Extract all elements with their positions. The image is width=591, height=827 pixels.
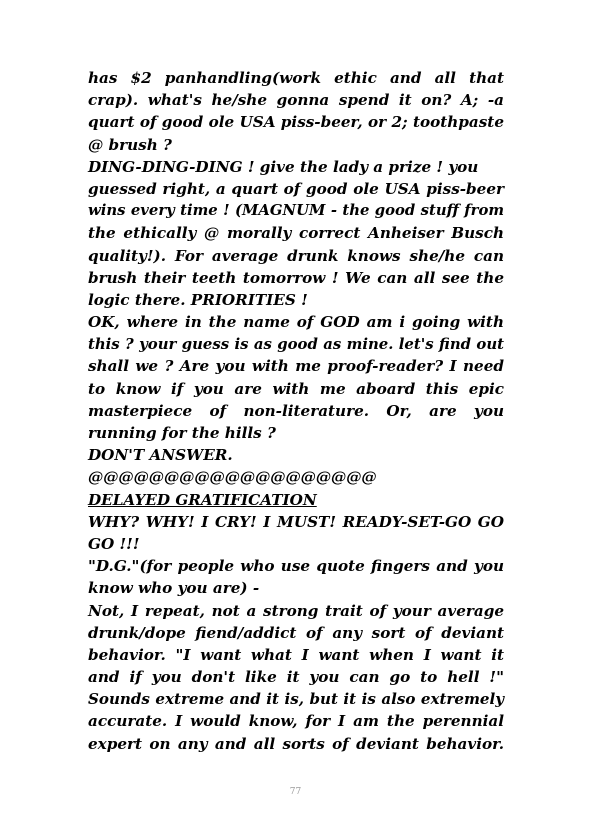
text-line: @ brush ? xyxy=(88,135,172,154)
text-line: Sounds extreme and it is, but it is also extremely xyxy=(88,690,504,709)
text-line: DON'T ANSWER. xyxy=(88,446,233,465)
text-line: to know if you are with me aboard this epic xyxy=(88,379,504,398)
body-text xyxy=(88,67,504,755)
text-line: expert on any and all sorts of deviant behavior. xyxy=(88,734,504,753)
text-line: this ? your guess is as good as mine. let's find out xyxy=(88,335,504,354)
text-line: quality!). For average drunk knows she/he can xyxy=(88,246,504,265)
text-line: drunk/dope fiend/addict of any sort of deviant xyxy=(88,623,504,642)
section-heading: DELAYED GRATIFICATION xyxy=(88,490,317,509)
text-line: quart of good ole USA piss-beer, or 2; toothpaste xyxy=(88,113,504,132)
text-line: and if you don't like it you can go to hell !" xyxy=(88,668,504,687)
text-line: WHY? WHY! I CRY! I MUST! READY-SET-GO GO xyxy=(88,512,504,531)
text-line: Not, I repeat, not a strong trait of your average xyxy=(88,601,504,620)
text-line: DING-DING-DING ! give the lady a prize ! you xyxy=(88,157,479,176)
text-line: behavior. "I want what I want when I want it xyxy=(88,645,504,664)
text-line: the ethically @ morally correct Anheiser Busch xyxy=(88,224,504,243)
text-line: logic there. PRIORITIES ! xyxy=(88,290,308,309)
text-line: has $2 panhandling(work ethic and all that xyxy=(88,69,504,87)
text-line: masterpiece of non-literature. Or, are you xyxy=(88,401,504,420)
text-line: know who you are) - xyxy=(88,579,260,598)
text-line: OK, where in the name of GOD am i going with xyxy=(88,313,504,332)
text-line: wins every time ! (MAGNUM - the good stuff from xyxy=(88,202,504,220)
text-line: GO !!! xyxy=(88,534,140,553)
text-line: @@@@@@@@@@@@@@@@@@@ xyxy=(88,468,377,487)
text-line: brush their teeth tomorrow ! We can all see the xyxy=(88,268,504,287)
text-line: "D.G."(for people who use quote fingers and you xyxy=(88,557,504,576)
text-line: running for the hills ? xyxy=(88,424,276,442)
text-line: guessed right, a quart of good ole USA piss-beer xyxy=(88,179,504,198)
text-line: accurate. I would know, for I am the perennial xyxy=(88,712,504,731)
text-line: crap). what's he/she gonna spend it on? A; -a xyxy=(88,91,504,110)
text-line: shall we ? Are you with me proof-reader? I need xyxy=(88,357,504,376)
page-number: 77 xyxy=(289,787,302,797)
